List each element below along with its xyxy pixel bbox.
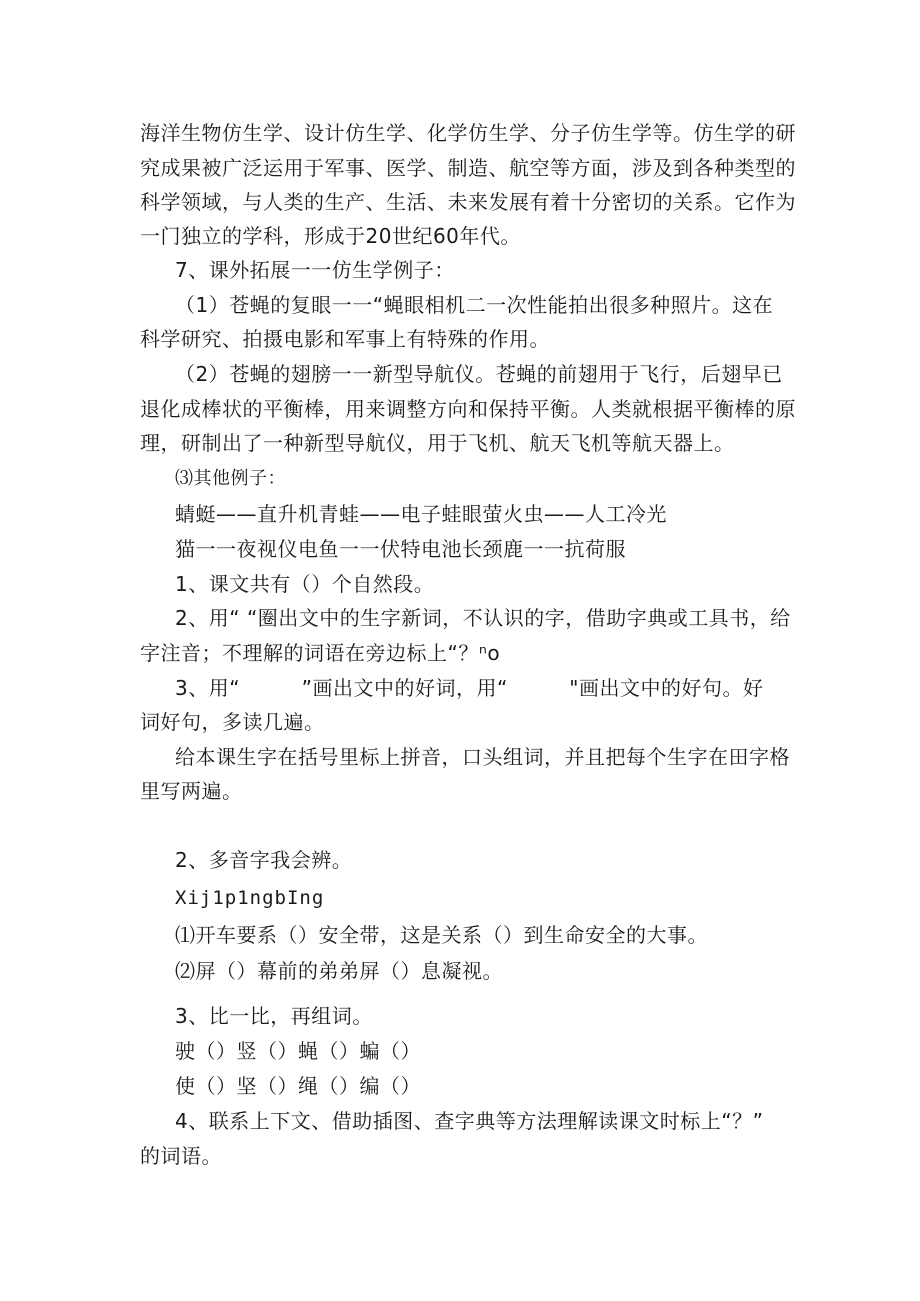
section-heading: 7、课外拓展一一仿生学例子：: [175, 258, 455, 282]
question-line: 1、课文共有（）个自然段。: [175, 572, 435, 596]
paragraph-line: 海洋生物仿生学、设计仿生学、化学仿生学、分子仿生学等。仿生学的研: [140, 121, 796, 145]
question-line: 字注音；不理解的词语在旁边标上“？ⁿo: [140, 641, 501, 665]
exercise-line: 驶（）竖（）蝇（）蝙（）: [175, 1039, 421, 1063]
question-line: 3、用“ ”画出文中的好词，用“ "画出文中的好句。好: [175, 676, 764, 700]
pinyin-line: Xij1p1ngbIng: [175, 887, 325, 909]
paragraph-line: （1）苍蝇的复眼一一“蝇眼相机二一次性能拍出很多种照片。这在: [175, 293, 774, 317]
paragraph-line: 究成果被广泛运用于军事、医学、制造、航空等方面，涉及到各种类型的: [140, 156, 796, 180]
section-heading: 2、多音字我会辨。: [175, 848, 353, 872]
paragraph-line: 蜻蜓——直升机青蛙——电子蛙眼萤火虫——人工冷光: [175, 502, 667, 526]
paragraph-line: 科学研究、拍摄电影和军事上有特殊的作用。: [140, 327, 550, 351]
question-line: 2、用“ “圈出文中的生字新词，不认识的字，借助字典或工具书，给: [175, 606, 791, 630]
paragraph-line: 里写两遍。: [140, 779, 243, 803]
question-line: 词好句，多读几遍。: [140, 710, 325, 734]
exercise-line: ⑴开车要系（）安全带，这是关系（）到生命安全的大事。: [175, 923, 708, 947]
paragraph-line: （2）苍蝇的翅膀一一新型导航仪。苍蝇的前翅用于飞行，后翅早已: [175, 362, 783, 386]
exercise-line: 使（）坚（）绳（）编（）: [175, 1074, 421, 1098]
exercise-line: ⑵屏（）幕前的弟弟屏（）息凝视。: [175, 959, 503, 983]
section-heading: 3、比一比，再组词。: [175, 1004, 373, 1028]
paragraph-line: 猫一一夜视仪电鱼一一伏特电池长颈鹿一一抗荷服: [175, 537, 626, 561]
paragraph-line: 科学领域，与人类的生产、生活、未来发展有着十分密切的关系。它作为: [140, 190, 796, 214]
paragraph-line: 退化成棒状的平衡棒，用来调整方向和保持平衡。人类就根据平衡棒的原: [140, 397, 796, 421]
question-line: 的词语。: [140, 1144, 222, 1168]
question-line: 4、联系上下文、借助插图、查字典等方法理解读课文时标上“？”: [175, 1109, 764, 1133]
paragraph-line: ⑶其他例子：: [175, 468, 286, 489]
paragraph-line: 给本课生字在括号里标上拼音，口头组词，并且把每个生字在田字格: [175, 745, 790, 769]
paragraph-line: 理，研制出了一种新型导航仪，用于飞机、航天飞机等航天器上。: [140, 431, 735, 455]
paragraph-line: 一门独立的学科，形成于20世纪60年代。: [140, 224, 521, 248]
